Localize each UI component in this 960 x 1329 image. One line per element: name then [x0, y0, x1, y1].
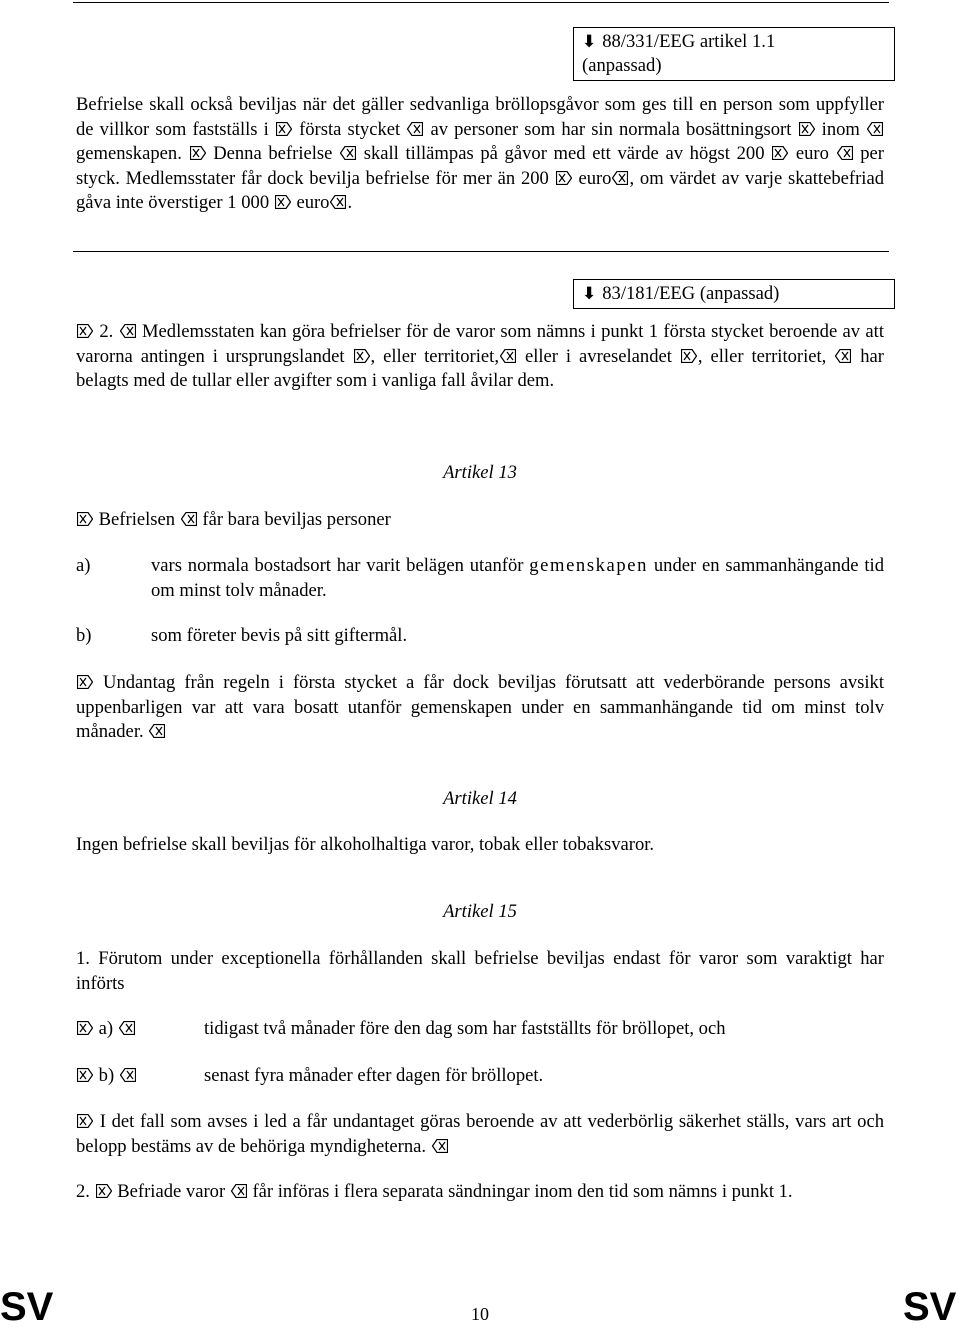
insert-start-marker-icon	[77, 324, 93, 338]
insert-start-marker-icon	[77, 1021, 93, 1035]
insert-start-marker-icon	[354, 349, 370, 363]
text: vars normala bostadsort har varit belägen utanför	[151, 555, 524, 576]
insert-end-marker-icon	[119, 1021, 135, 1035]
insert-start-marker-icon	[799, 122, 815, 136]
language-code-left: SV	[0, 1285, 54, 1329]
insert-start-marker-icon	[276, 122, 292, 136]
text: har belagts med de tullar eller avgifter som i vanliga fall åvilar dem.	[76, 345, 884, 391]
text: Befriade varor	[117, 1181, 226, 1202]
insert-end-marker-icon	[500, 349, 516, 363]
paragraph	[76, 1180, 884, 1205]
article-intro	[76, 508, 391, 533]
text: euro	[578, 167, 612, 189]
article-heading: Artikel 15	[443, 901, 517, 922]
text: gemenskapen	[529, 555, 649, 576]
text: Medlemsstaten kan göra befrielser för de varor som nämns i punkt 1 första stycket beroende av att varorna antingen i ursprungslandet	[76, 321, 885, 367]
text: Undantag från regeln i första stycket a får dock beviljas förutsatt att vederbörande persons avsikt uppenbarligen var att vara bosatt utanför gemenskapen under en sammanhängande tid om minst tolv månader.	[76, 672, 884, 742]
insert-start-marker-icon	[772, 146, 788, 160]
text: , om värdet av varje skattebefriad gåva inte överstiger 1 000	[76, 167, 884, 213]
paragraph	[76, 671, 884, 745]
insert-end-marker-icon	[837, 146, 853, 160]
text: euro	[296, 192, 330, 213]
top-rule	[73, 2, 889, 3]
text: inom	[821, 118, 860, 140]
text: första stycket	[299, 118, 401, 140]
text: eller i avreselandet	[524, 345, 672, 367]
list-item: senast fyra månader efter dagen för bröllopet.	[204, 1065, 544, 1086]
insert-start-marker-icon	[77, 675, 93, 689]
text: a)	[98, 1018, 114, 1039]
text: per styck. Medlemsstater får dock bevilja befrielse för mer än 200	[76, 143, 884, 189]
text: under en sammanhängande tid om minst tolv månader.	[151, 555, 884, 601]
insert-start-marker-icon	[190, 146, 206, 160]
insert-end-marker-icon	[330, 195, 346, 209]
insert-end-marker-icon	[432, 1139, 448, 1153]
text: gemenskapen.	[76, 143, 182, 164]
amendment-reference-box	[573, 279, 895, 309]
reference-text: 88/331/EEG artikel 1.1	[602, 31, 776, 52]
text: får bara beviljas personer	[202, 509, 391, 530]
text: Befrielse skall också beviljas när det gäller sedvanliga bröllopsgåvor som ges till en person som uppfyller de villkor som fastställs i	[76, 94, 884, 140]
insert-end-marker-icon	[181, 512, 197, 526]
list-item: tidigast två månader före den dag som har fastställts för bröllopet, och	[204, 1018, 726, 1039]
text: Befrielsen	[98, 509, 176, 530]
paragraph	[76, 1110, 884, 1159]
list-item	[151, 554, 884, 603]
language-code-right: SV	[903, 1285, 957, 1329]
text: Denna befrielse	[213, 143, 333, 164]
paragraph: Ingen befrielse skall beviljas för alkoholhaltiga varor, tobak eller tobaksvaror.	[76, 834, 655, 855]
insert-end-marker-icon	[120, 324, 136, 338]
insert-start-marker-icon	[96, 1184, 112, 1198]
reference-text: 83/181/EEG (anpassad)	[602, 283, 780, 304]
arrow-down-icon: ⬇	[582, 32, 597, 52]
insert-start-marker-icon	[681, 349, 697, 363]
paragraph: 1. Förutom under exceptionella förhållanden skall befrielse beviljas endast för varor som varaktigt har införts	[76, 948, 884, 994]
insert-end-marker-icon	[231, 1184, 247, 1198]
text: , eller territoriet,	[370, 345, 499, 367]
insert-end-marker-icon	[340, 146, 356, 160]
text: av personer som har sin normala bosättningsort	[430, 118, 792, 140]
article-heading: Artikel 14	[443, 788, 517, 809]
text: b)	[98, 1065, 115, 1086]
paragraph	[76, 93, 884, 216]
text: .	[347, 192, 353, 213]
paragraph	[76, 320, 884, 394]
insert-start-marker-icon	[77, 1114, 93, 1128]
insert-start-marker-icon	[556, 171, 572, 185]
list-label	[76, 1064, 137, 1089]
insert-start-marker-icon	[77, 512, 93, 526]
insert-end-marker-icon	[149, 724, 165, 738]
section-rule	[73, 251, 889, 252]
insert-end-marker-icon	[120, 1068, 136, 1082]
insert-end-marker-icon	[407, 122, 423, 136]
text: , eller territoriet,	[697, 345, 827, 367]
text: 2.	[76, 1181, 90, 1202]
insert-end-marker-icon	[612, 171, 628, 185]
insert-end-marker-icon	[867, 122, 883, 136]
list-label: a)	[76, 555, 91, 576]
text: skall tillämpas på gåvor med ett värde av högst 200	[363, 143, 765, 164]
text: 2.	[99, 321, 114, 342]
list-label: b)	[76, 625, 92, 646]
text: I det fall som avses i led a får undantaget göras beroende av att vederbörlig säkerhet ställs, vars art och belopp bestäms av de behöriga myndigheterna.	[76, 1111, 884, 1157]
reference-text: (anpassad)	[582, 55, 662, 76]
list-label	[76, 1017, 136, 1042]
page-number: 10	[471, 1304, 489, 1324]
text: euro	[795, 143, 829, 164]
insert-end-marker-icon	[835, 349, 851, 363]
article-heading: Artikel 13	[443, 462, 517, 483]
insert-start-marker-icon	[275, 195, 291, 209]
text: får införas i flera separata sändningar inom den tid som nämns i punkt 1.	[252, 1181, 793, 1202]
list-item: som företer bevis på sitt giftermål.	[151, 625, 408, 646]
insert-start-marker-icon	[77, 1068, 93, 1082]
amendment-reference-box	[573, 27, 895, 81]
arrow-down-icon: ⬇	[582, 284, 597, 304]
